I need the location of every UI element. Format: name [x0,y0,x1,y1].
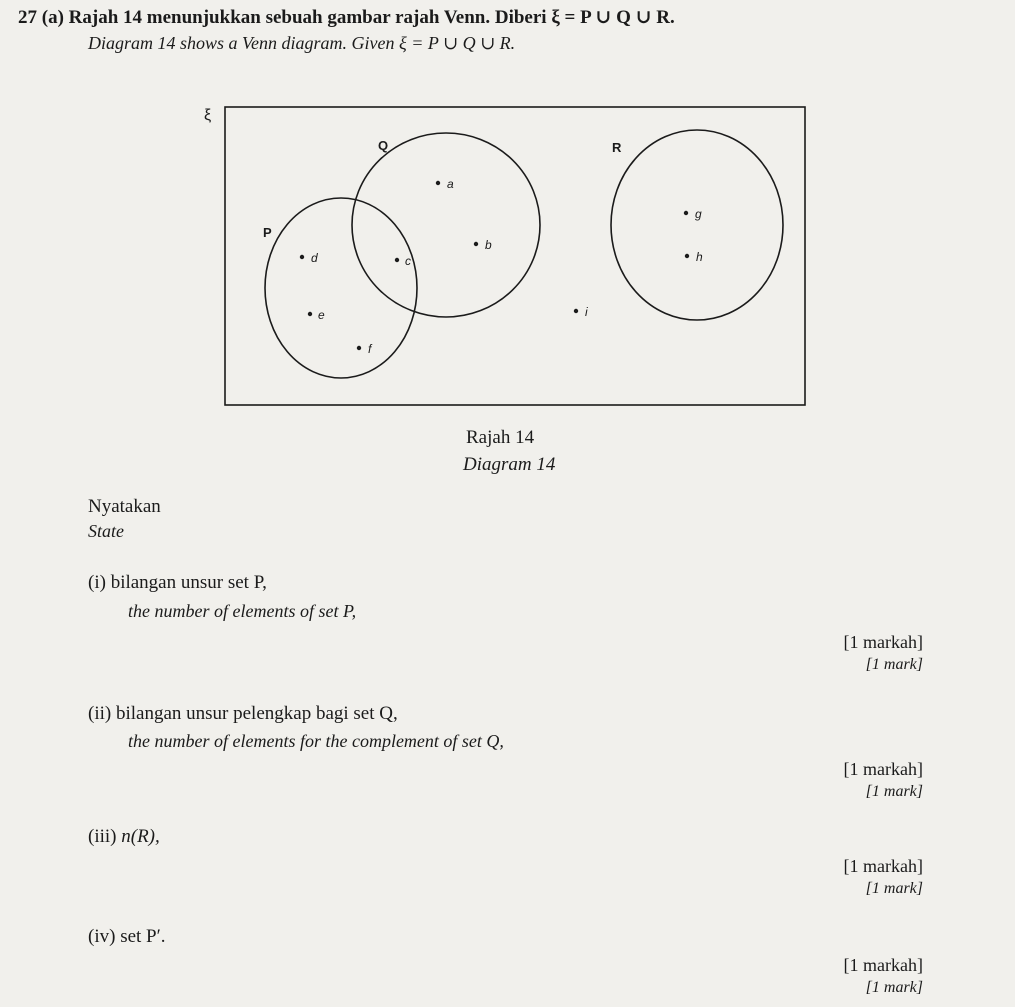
instruction-malay: Nyatakan [88,496,161,517]
element-label-g: g [695,207,702,221]
instruction-english: State [88,521,124,541]
point-d [300,255,304,259]
element-label-f: f [368,342,372,356]
point-a [436,181,440,185]
intro-malay: Rajah 14 menunjukkan sebuah gambar rajah Venn. Diberi ξ = P ∪ Q ∪ R. [68,7,675,28]
part-iii-text: n(R), [121,826,160,847]
question-part: (a) [41,7,64,28]
part-ii-marks-malay: [1 markah] [843,759,923,779]
set-r-circle [611,130,783,320]
set-q-label: Q [378,138,389,153]
element-label-h: h [696,250,703,264]
diagram-caption-english: Diagram 14 [463,454,556,475]
point-c [395,258,399,262]
part-iv-marks-english: [1 mark] [865,979,923,996]
part-iv-text: set P′. [120,926,166,947]
part-i-marks-malay: [1 markah] [843,632,923,652]
question-number: 27 [18,7,37,28]
point-h [685,254,689,258]
element-label-e: e [318,308,325,322]
part-ii-number: (ii) [88,703,112,724]
point-g [684,211,688,215]
element-label-d: d [311,251,318,265]
part-ii-malay: bilangan unsur pelengkap bagi set Q, [115,703,398,724]
part-iv-marks-malay: [1 markah] [843,955,923,975]
element-label-b: b [485,238,492,252]
part-iii-marks-english: [1 mark] [865,880,923,897]
part-iv [88,926,166,948]
part-iv-number: (iv) [88,926,116,947]
set-q-circle [352,133,540,317]
point-f [357,346,361,350]
point-b [474,242,478,246]
intro-english: Diagram 14 shows a Venn diagram. Given ξ = P ∪ Q ∪ R. [88,33,516,53]
part-i-marks-english: [1 mark] [865,656,923,673]
part-i [88,572,267,594]
part-i-english: the number of elements of set P, [128,601,357,621]
point-e [308,312,312,316]
venn-diagram [0,0,1015,420]
part-i-malay: bilangan unsur set P, [110,572,267,593]
element-label-c: c [405,254,411,268]
diagram-caption-malay: Rajah 14 [466,427,535,448]
set-r-label: R [612,140,622,155]
venn-points [300,177,703,356]
element-label-i: i [585,305,588,319]
part-ii-english: the number of elements for the complement of set Q, [128,731,504,751]
part-i-number: (i) [88,572,106,593]
part-ii [88,703,398,725]
set-p-label: P [263,225,272,240]
part-iii-number: (iii) [88,826,117,847]
element-label-a: a [447,177,454,191]
point-i [574,309,578,313]
part-ii-marks-english: [1 mark] [865,783,923,800]
part-iii-marks-malay: [1 markah] [843,856,923,876]
set-p-circle [265,198,417,378]
part-iii [88,826,160,848]
universal-set-symbol: ξ [204,107,212,124]
